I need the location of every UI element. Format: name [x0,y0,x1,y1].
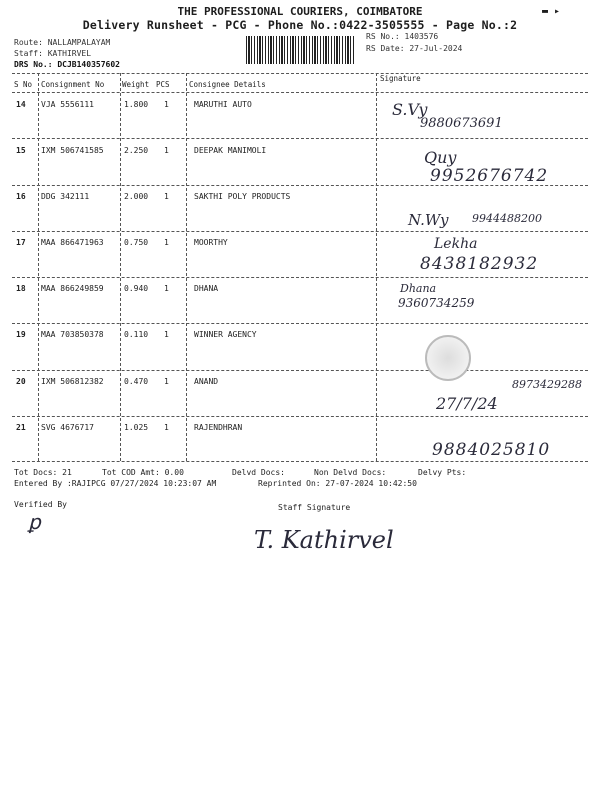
row-consignment: MAA 703850378 [41,330,104,339]
col-header-signature: Signature [380,74,421,83]
row-sno: 21 [16,423,26,432]
row-line [12,323,588,324]
row-line [12,370,588,371]
row-consignee: RAJENDHRAN [194,423,243,432]
col-header-weight: Weight [122,80,150,89]
row-line [12,416,588,417]
rs-date: RS Date: 27-Jul-2024 [366,44,463,53]
handwritten-name: N.Wy [408,211,449,229]
handwritten-phone: 9880673691 [420,116,503,131]
entered-by: Entered By :RAJIPCG 07/27/2024 10:23:07 AM [14,479,217,488]
row-weight: 0.750 [124,238,149,247]
handwritten-phone: 9360734259 [398,296,475,310]
row-weight: 0.470 [124,377,149,386]
handwritten-phone: 8973429288 [512,378,582,391]
col-header-consignment: Consignment No [41,80,105,89]
row-consignee: DEEPAK MANIMOLI [194,146,267,155]
row-line [12,231,588,232]
col-header-consignee: Consignee Details [189,80,266,89]
handwritten-phone: 8438182932 [420,254,539,274]
row-weight: 2.000 [124,192,149,201]
reprinted-on: Reprinted On: 27-07-2024 10:42:50 [258,479,417,488]
col-header-pcs: PCS [156,80,170,89]
row-pcs: 1 [164,330,169,339]
row-consignment: MAA 866471963 [41,238,104,247]
handwritten-date: 27/7/24 [436,394,498,413]
row-consignment: DDG 342111 [41,192,90,201]
row-pcs: 1 [164,377,169,386]
row-consignee: WINNER AGENCY [194,330,257,339]
col-divider [376,73,377,461]
barcode [246,36,356,64]
row-weight: 0.110 [124,330,149,339]
runsheet-title: Delivery Runsheet - PCG - Phone No.:0422-3505555 - Page No.:2 [82,18,518,32]
row-sno: 15 [16,146,26,155]
row-consignment: VJA 5556111 [41,100,94,109]
row-sno: 19 [16,330,26,339]
staff-label: Staff: KATHIRVEL [14,49,92,58]
col-divider [120,73,121,461]
row-pcs: 1 [164,238,169,247]
row-pcs: 1 [164,146,169,155]
row-sno: 16 [16,192,26,201]
handwritten-name: Quy [424,148,457,167]
company-stamp [425,335,471,381]
row-consignment: SVG 4676717 [41,423,94,432]
drs-number: DRS No.: DCJB140357602 [14,60,120,69]
row-consignee: MARUTHI AUTO [194,100,252,109]
route-label: Route: NALLAMPALAYAM [14,38,111,47]
company-title: THE PROFESSIONAL COURIERS, COIMBATORE [177,5,423,18]
header-bottom-line [12,92,588,93]
row-weight: 1.800 [124,100,149,109]
table-top-line [12,73,588,74]
handwritten-name: Dhana [400,282,437,295]
verified-by-label: Verified By [14,500,67,509]
staff-signature-label: Staff Signature [278,503,351,512]
row-pcs: 1 [164,284,169,293]
handwritten-name: S.Vy [392,100,428,119]
row-consignment: IXM 506741585 [41,146,104,155]
total-docs: Tot Docs: 21 [14,468,72,477]
row-sno: 14 [16,100,26,109]
row-consignee: SAKTHI POLY PRODUCTS [194,192,291,201]
handwritten-phone: 9944488200 [472,212,542,225]
row-weight: 1.025 [124,423,149,432]
row-consignment: MAA 866249859 [41,284,104,293]
handwritten-name: Lekha [434,236,478,252]
row-consignee: DHANA [194,284,219,293]
row-sno: 17 [16,238,26,247]
handwritten-phone: 9952676742 [430,166,549,186]
row-line [12,138,588,139]
row-sno: 20 [16,377,26,386]
total-cod-amount: Tot COD Amt: 0.00 [102,468,184,477]
row-pcs: 1 [164,192,169,201]
col-header-sno: S No [14,80,33,89]
row-consignment: IXM 506812382 [41,377,104,386]
row-weight: 0.940 [124,284,149,293]
row-weight: 2.250 [124,146,149,155]
delivered-docs: Delvd Docs: [232,468,285,477]
verifier-initials: ꝑ [28,510,41,534]
col-divider [186,73,187,461]
table-bottom-line [12,461,588,462]
col-divider [38,73,39,461]
non-delivered-docs: Non Delvd Docs: [314,468,387,477]
corner-mark: ▬ ▸ [541,6,560,17]
row-pcs: 1 [164,423,169,432]
row-consignee: ANAND [194,377,219,386]
rs-number: RS No.: 1403576 [366,32,439,41]
delivery-points: Delvy Pts: [418,468,467,477]
row-pcs: 1 [164,100,169,109]
row-consignee: MOORTHY [194,238,228,247]
handwritten-phone: 9884025810 [432,440,551,460]
row-sno: 18 [16,284,26,293]
staff-signature: T. Kathirvel [254,526,394,554]
row-line [12,277,588,278]
